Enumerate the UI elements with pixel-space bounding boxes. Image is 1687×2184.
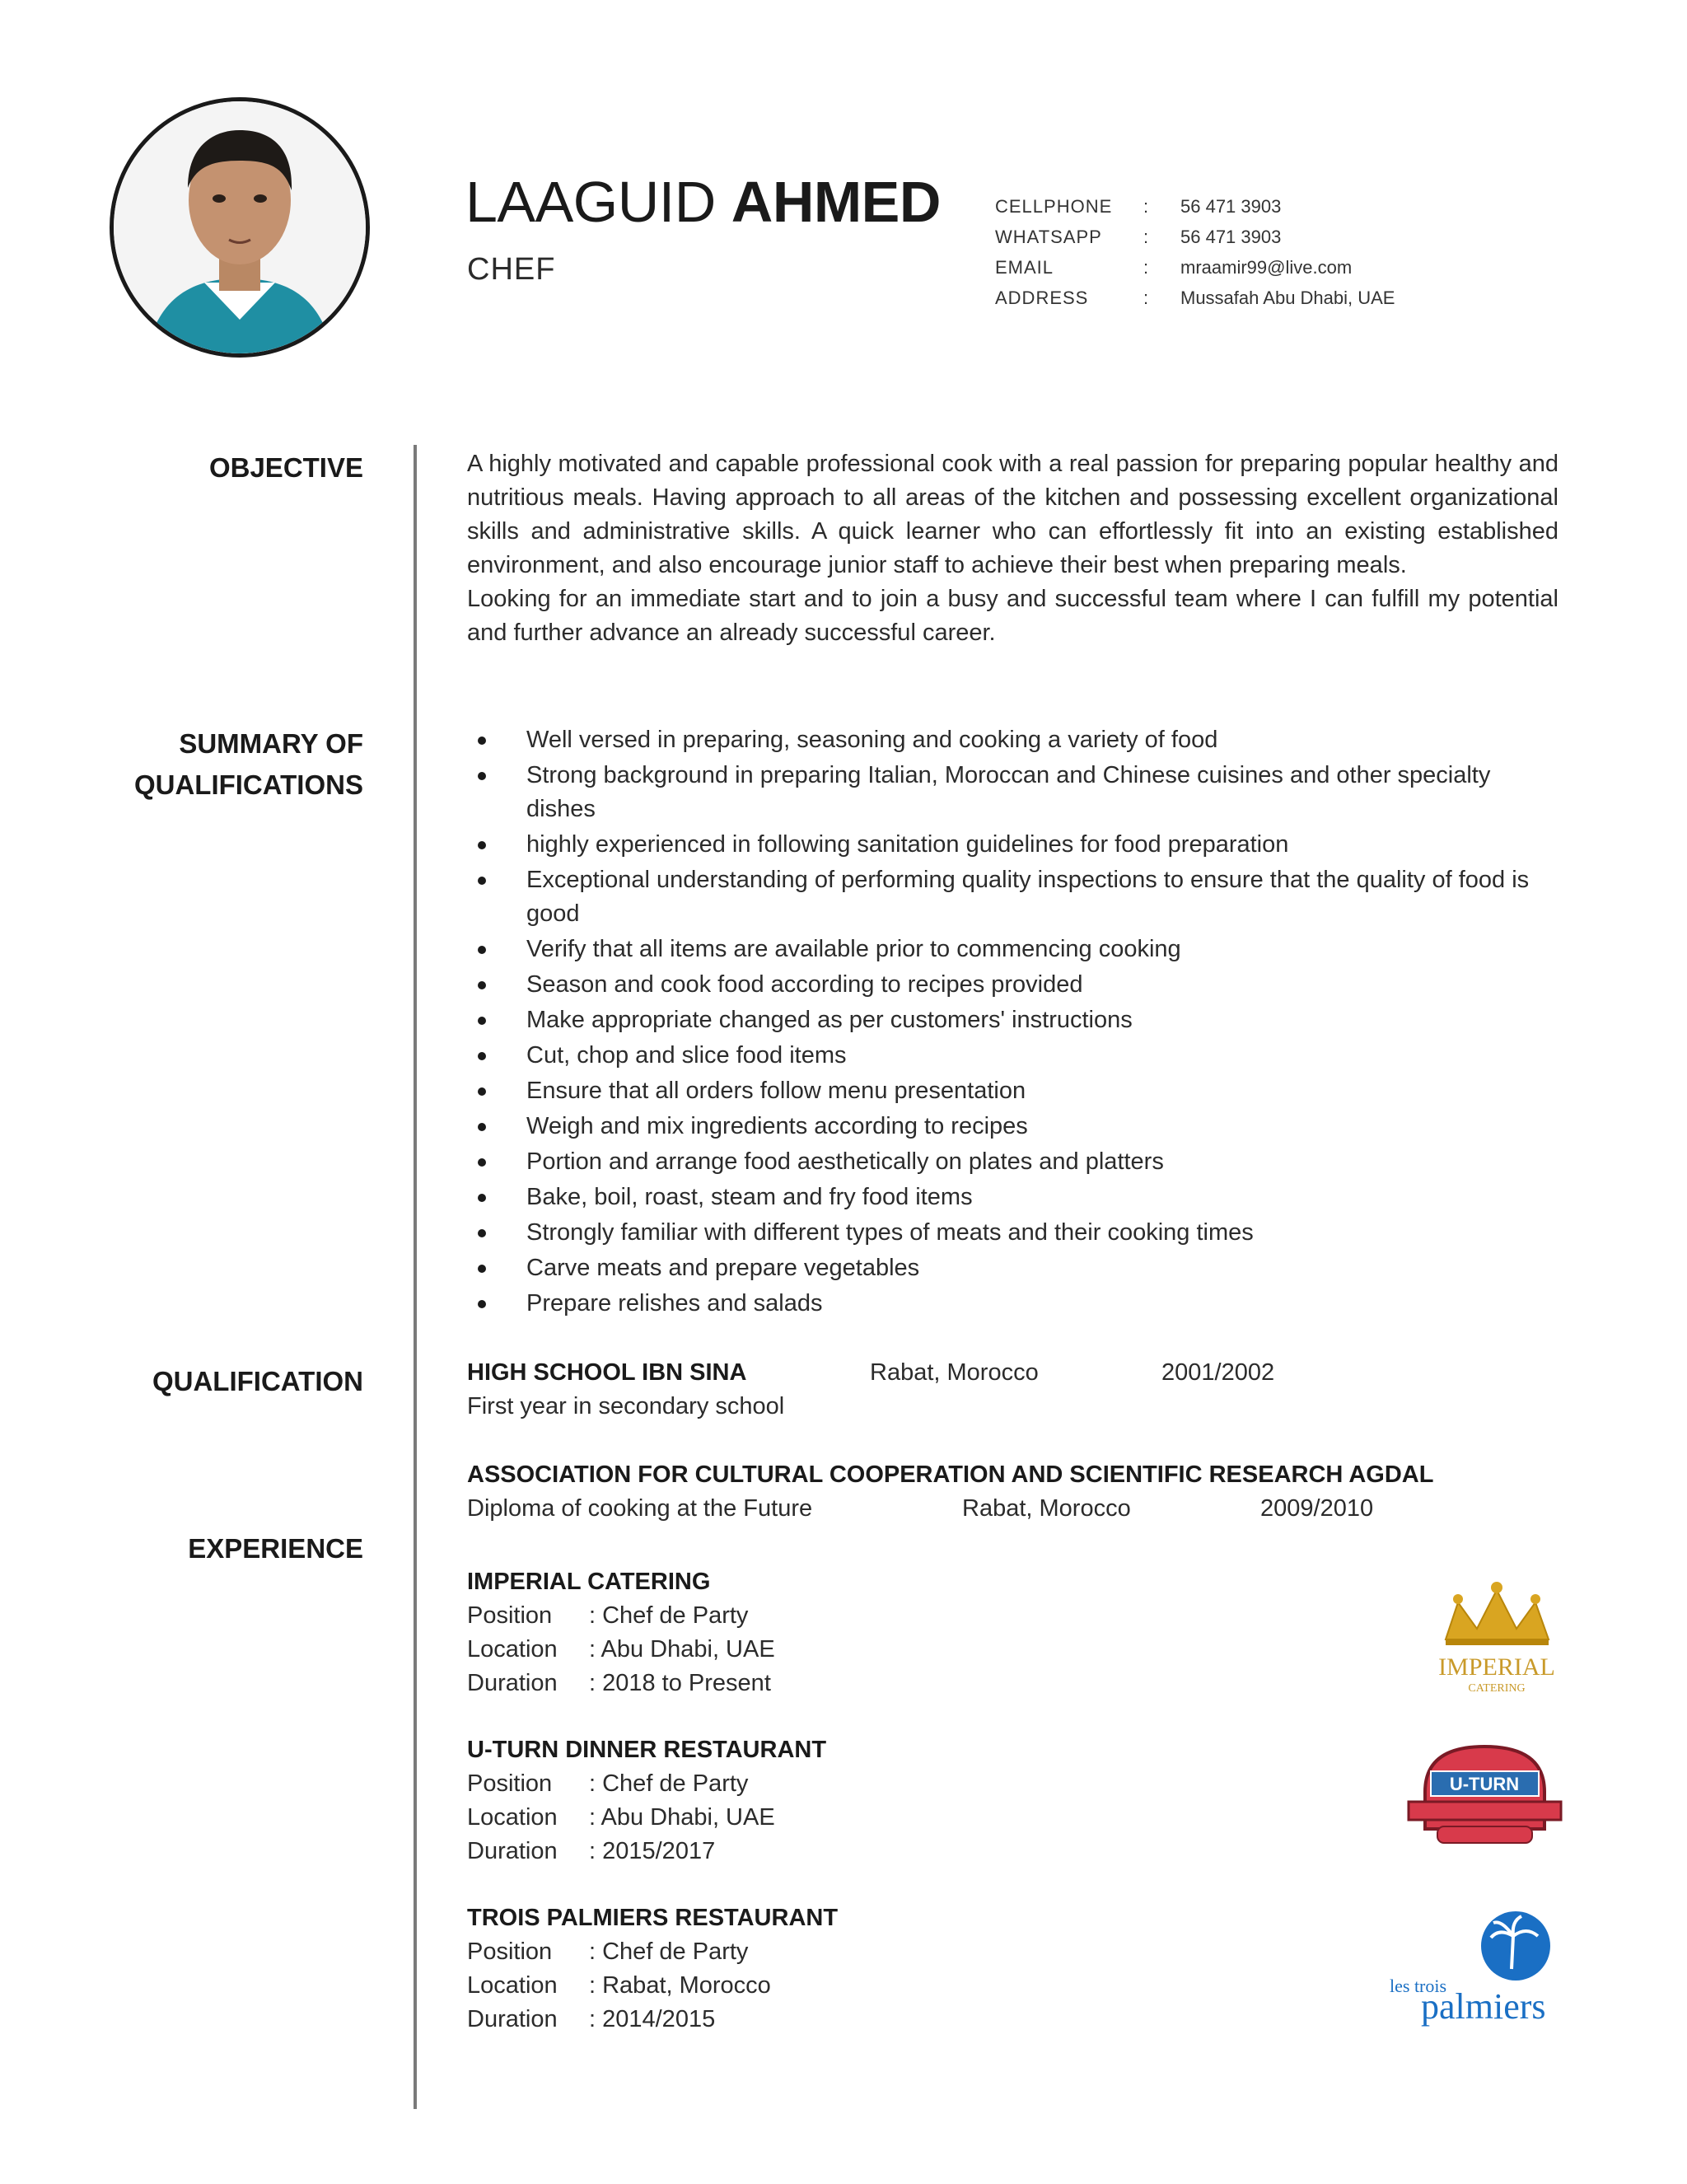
contact-value: Mussafah Abu Dhabi, UAE bbox=[1180, 287, 1395, 308]
bullet-icon bbox=[478, 1229, 486, 1237]
contact-email bbox=[995, 252, 1395, 283]
job-entry bbox=[467, 1901, 838, 2037]
contact-value: 56 471 3903 bbox=[1180, 226, 1282, 247]
job-field-value: : Chef de Party bbox=[589, 1938, 749, 1965]
job-field-value: : Chef de Party bbox=[589, 1770, 749, 1797]
bullet-icon bbox=[478, 772, 486, 780]
summary-heading-line2: QUALIFICATIONS bbox=[133, 769, 363, 800]
contact-label: CELLPHONE bbox=[995, 195, 1113, 217]
qualifications-list bbox=[467, 723, 1563, 1322]
imperial-catering-logo bbox=[1429, 1578, 1565, 1705]
contact-separator: : bbox=[1143, 195, 1149, 217]
job-field-value: : Abu Dhabi, UAE bbox=[589, 1804, 775, 1831]
job-field-label: Position bbox=[467, 1602, 553, 1629]
bullet-icon bbox=[478, 946, 486, 954]
job-location bbox=[467, 1969, 838, 2003]
palm-tree-icon bbox=[1388, 1903, 1561, 2035]
bullet-icon bbox=[478, 841, 486, 849]
objective-text bbox=[467, 447, 1558, 650]
job-position bbox=[467, 1935, 838, 1969]
section-divider bbox=[414, 445, 417, 2109]
crown-icon bbox=[1429, 1578, 1565, 1701]
education-years: 2009/2010 bbox=[1260, 1495, 1374, 1522]
education-school: ASSOCIATION FOR CULTURAL COOPERATION AND SCIENTIFIC RESEARCH AGDAL bbox=[467, 1461, 1434, 1488]
list-item-text: Strong background in preparing Italian, Moroccan and Chinese cuisines and other specialty dishes bbox=[526, 762, 1491, 822]
job-field-label: Location bbox=[467, 1804, 558, 1831]
first-name: LAAGUID bbox=[465, 170, 716, 234]
education-detail: First year in secondary school bbox=[467, 1393, 785, 1419]
list-item-text: Bake, boil, roast, steam and fry food items bbox=[526, 1184, 973, 1210]
job-position bbox=[467, 1599, 775, 1633]
education-detail: Diploma of cooking at the Future bbox=[467, 1495, 813, 1522]
list-item-text: Strongly familiar with different types of meats and their cooking times bbox=[526, 1219, 1254, 1246]
bullet-icon bbox=[478, 877, 486, 885]
bullet-icon bbox=[478, 981, 486, 989]
objective-heading: OBJECTIVE bbox=[208, 452, 363, 483]
bullet-icon bbox=[478, 1300, 486, 1308]
logo-text: palmiers bbox=[1421, 1986, 1546, 2027]
job-company: U-TURN DINNER RESTAURANT bbox=[467, 1737, 827, 1763]
candidate-name bbox=[465, 169, 941, 235]
contact-value: mraamir99@live.com bbox=[1180, 256, 1353, 278]
list-item-text: Prepare relishes and salads bbox=[526, 1290, 823, 1316]
u-turn-badge-icon bbox=[1404, 1734, 1565, 1862]
list-item bbox=[467, 1287, 1563, 1321]
list-item bbox=[467, 1216, 1563, 1250]
list-item-text: Carve meats and prepare vegetables bbox=[526, 1255, 920, 1281]
job-field-label: Location bbox=[467, 1636, 558, 1663]
education-years: 2001/2002 bbox=[1161, 1359, 1275, 1386]
bullet-icon bbox=[478, 1123, 486, 1131]
contact-separator: : bbox=[1143, 226, 1149, 247]
list-item-text: Weigh and mix ingredients according to recipes bbox=[526, 1113, 1028, 1139]
experience-heading: EXPERIENCE bbox=[188, 1533, 363, 1564]
logo-subtext: les trois bbox=[1390, 1976, 1447, 1996]
job-field-label: Location bbox=[467, 1972, 558, 1999]
list-item-text: Verify that all items are available prior to commencing cooking bbox=[526, 936, 1181, 962]
job-field-label: Duration bbox=[467, 1670, 558, 1696]
contact-separator: : bbox=[1143, 287, 1149, 308]
list-item-text: Portion and arrange food aesthetically on plates and platters bbox=[526, 1148, 1164, 1175]
list-item bbox=[467, 759, 1563, 826]
list-item bbox=[467, 933, 1563, 966]
person-portrait-icon bbox=[114, 101, 366, 353]
list-item bbox=[467, 863, 1563, 931]
job-field-value: : Chef de Party bbox=[589, 1602, 749, 1629]
job-duration bbox=[467, 1667, 775, 1700]
bullet-icon bbox=[478, 1265, 486, 1273]
profile-photo bbox=[110, 97, 370, 358]
contact-label: ADDRESS bbox=[995, 287, 1089, 308]
bullet-icon bbox=[478, 1087, 486, 1096]
job-field-value: : Abu Dhabi, UAE bbox=[589, 1636, 775, 1663]
education-location: Rabat, Morocco bbox=[962, 1495, 1131, 1522]
list-item bbox=[467, 1110, 1563, 1143]
bullet-icon bbox=[478, 737, 486, 745]
job-entry bbox=[467, 1565, 775, 1700]
bullet-icon bbox=[478, 1194, 486, 1202]
job-field-label: Duration bbox=[467, 2006, 558, 2032]
job-field-value: : 2014/2015 bbox=[589, 2006, 716, 2032]
list-item bbox=[467, 968, 1563, 1002]
objective-paragraph: Looking for an immediate start and to join a busy and successful team where I can fulfill my potential and further advance an already successful career. bbox=[467, 586, 1558, 646]
list-item bbox=[467, 1039, 1563, 1073]
trois-palmiers-logo bbox=[1388, 1903, 1561, 2039]
job-title: CHEF bbox=[467, 252, 556, 287]
job-company: IMPERIAL CATERING bbox=[467, 1569, 711, 1595]
list-item-text: highly experienced in following sanitation guidelines for food preparation bbox=[526, 831, 1289, 858]
job-company: TROIS PALMIERS RESTAURANT bbox=[467, 1905, 839, 1931]
u-turn-logo bbox=[1404, 1734, 1565, 1866]
job-field-value: : Rabat, Morocco bbox=[589, 1972, 771, 1999]
logo-text: IMPERIAL bbox=[1438, 1653, 1555, 1681]
job-entry bbox=[467, 1733, 826, 1868]
list-item bbox=[467, 1145, 1563, 1179]
list-item bbox=[467, 723, 1563, 757]
list-item bbox=[467, 828, 1563, 862]
job-position bbox=[467, 1767, 826, 1801]
education-school: HIGH SCHOOL IBN SINA bbox=[467, 1359, 747, 1386]
list-item-text: Well versed in preparing, seasoning and cooking a variety of food bbox=[526, 727, 1218, 753]
job-field-value: : 2015/2017 bbox=[589, 1838, 716, 1864]
list-item bbox=[467, 1074, 1563, 1108]
logo-subtext: CATERING bbox=[1468, 1682, 1526, 1695]
contact-block bbox=[995, 191, 1395, 313]
education-location: Rabat, Morocco bbox=[870, 1359, 1039, 1386]
list-item bbox=[467, 1251, 1563, 1285]
contact-label: EMAIL bbox=[995, 256, 1054, 278]
job-field-label: Position bbox=[467, 1938, 553, 1965]
objective-paragraph: A highly motivated and capable professional cook with a real passion for preparing popular healthy and nutritious meals. Having approach to all areas of the kitchen and possessing excellent organizational skills and administrative skills. A quick learner who can effortlessly fit into an existing established environment, and also encourage junior staff to achieve their best when preparing meals. bbox=[467, 451, 1558, 578]
bullet-icon bbox=[478, 1158, 486, 1167]
bullet-icon bbox=[478, 1017, 486, 1025]
list-item-text: Cut, chop and slice food items bbox=[526, 1042, 847, 1069]
list-item bbox=[467, 1003, 1563, 1037]
list-item-text: Make appropriate changed as per customers' instructions bbox=[526, 1007, 1133, 1033]
job-location bbox=[467, 1801, 826, 1835]
qualification-heading: QUALIFICATION bbox=[152, 1366, 363, 1396]
contact-address bbox=[995, 283, 1395, 313]
job-location bbox=[467, 1633, 775, 1667]
last-name: AHMED bbox=[731, 170, 941, 234]
list-item-text: Season and cook food according to recipes provided bbox=[526, 971, 1083, 998]
list-item-text: Ensure that all orders follow menu presentation bbox=[526, 1078, 1026, 1104]
contact-separator: : bbox=[1143, 256, 1149, 278]
summary-heading bbox=[134, 723, 363, 806]
contact-cellphone bbox=[995, 191, 1395, 222]
contact-label: WHATSAPP bbox=[995, 226, 1102, 247]
contact-value: 56 471 3903 bbox=[1180, 195, 1282, 217]
list-item-text: Exceptional understanding of performing quality inspections to ensure that the quality of food is good bbox=[526, 867, 1530, 927]
bullet-icon bbox=[478, 1052, 486, 1060]
job-duration bbox=[467, 2003, 838, 2037]
job-duration bbox=[467, 1835, 826, 1868]
summary-heading-line1: SUMMARY OF bbox=[179, 728, 363, 759]
job-field-label: Position bbox=[467, 1770, 553, 1797]
job-field-value: : 2018 to Present bbox=[589, 1670, 771, 1696]
contact-whatsapp bbox=[995, 222, 1395, 252]
job-field-label: Duration bbox=[467, 1838, 558, 1864]
list-item bbox=[467, 1181, 1563, 1214]
logo-text: U-TURN bbox=[1449, 1774, 1520, 1794]
